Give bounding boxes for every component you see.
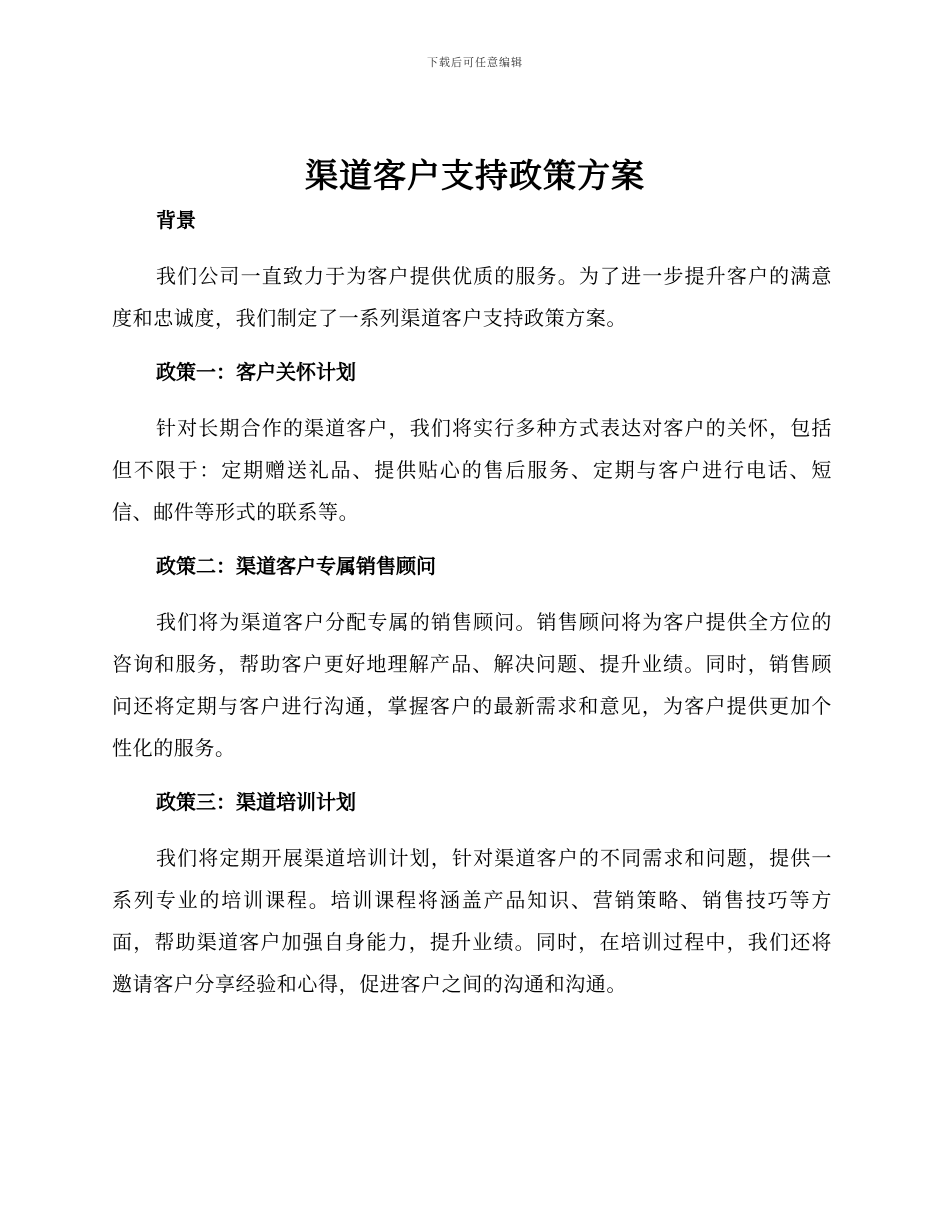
header-note: 下载后可任意编辑 (427, 56, 523, 69)
section-paragraph-background: 我们公司一直致力于为客户提供优质的服务。为了进一步提升客户的满意度和忠诚度，我们制定了一系列渠道客户支持政策方案。 (112, 264, 832, 330)
section-heading-policy-1: 政策一：客户关怀计划 (156, 360, 356, 384)
document-title: 渠道客户支持政策方案 (305, 156, 645, 195)
section-paragraph-policy-1: 针对长期合作的渠道客户，我们将实行多种方式表达对客户的关怀，包括但不限于：定期赠送礼品、提供贴心的售后服务、定期与客户进行电话、短信、邮件等形式的联系等。 (112, 416, 832, 524)
document-body (112, 200, 832, 1005)
section-heading-policy-2: 政策二：渠道客户专属销售顾问 (156, 554, 436, 578)
section-heading-policy-3: 政策三：渠道培训计划 (156, 790, 356, 814)
section-heading-background: 背景 (156, 208, 196, 232)
section-paragraph-policy-3: 我们将定期开展渠道培训计划，针对渠道客户的不同需求和问题，提供一系列专业的培训课程。培训课程将涵盖产品知识、营销策略、销售技巧等方面，帮助渠道客户加强自身能力，提升业绩。同时，在培训过程中，我们还将邀请客户分享经验和心得，促进客户之间的沟通和沟通。 (112, 846, 832, 996)
section-paragraph-policy-2: 我们将为渠道客户分配专属的销售顾问。销售顾问将为客户提供全方位的咨询和服务，帮助客户更好地理解产品、解决问题、提升业绩。同时，销售顾问还将定期与客户进行沟通，掌握客户的最新需求和意见，为客户提供更加个性化的服务。 (112, 610, 832, 760)
